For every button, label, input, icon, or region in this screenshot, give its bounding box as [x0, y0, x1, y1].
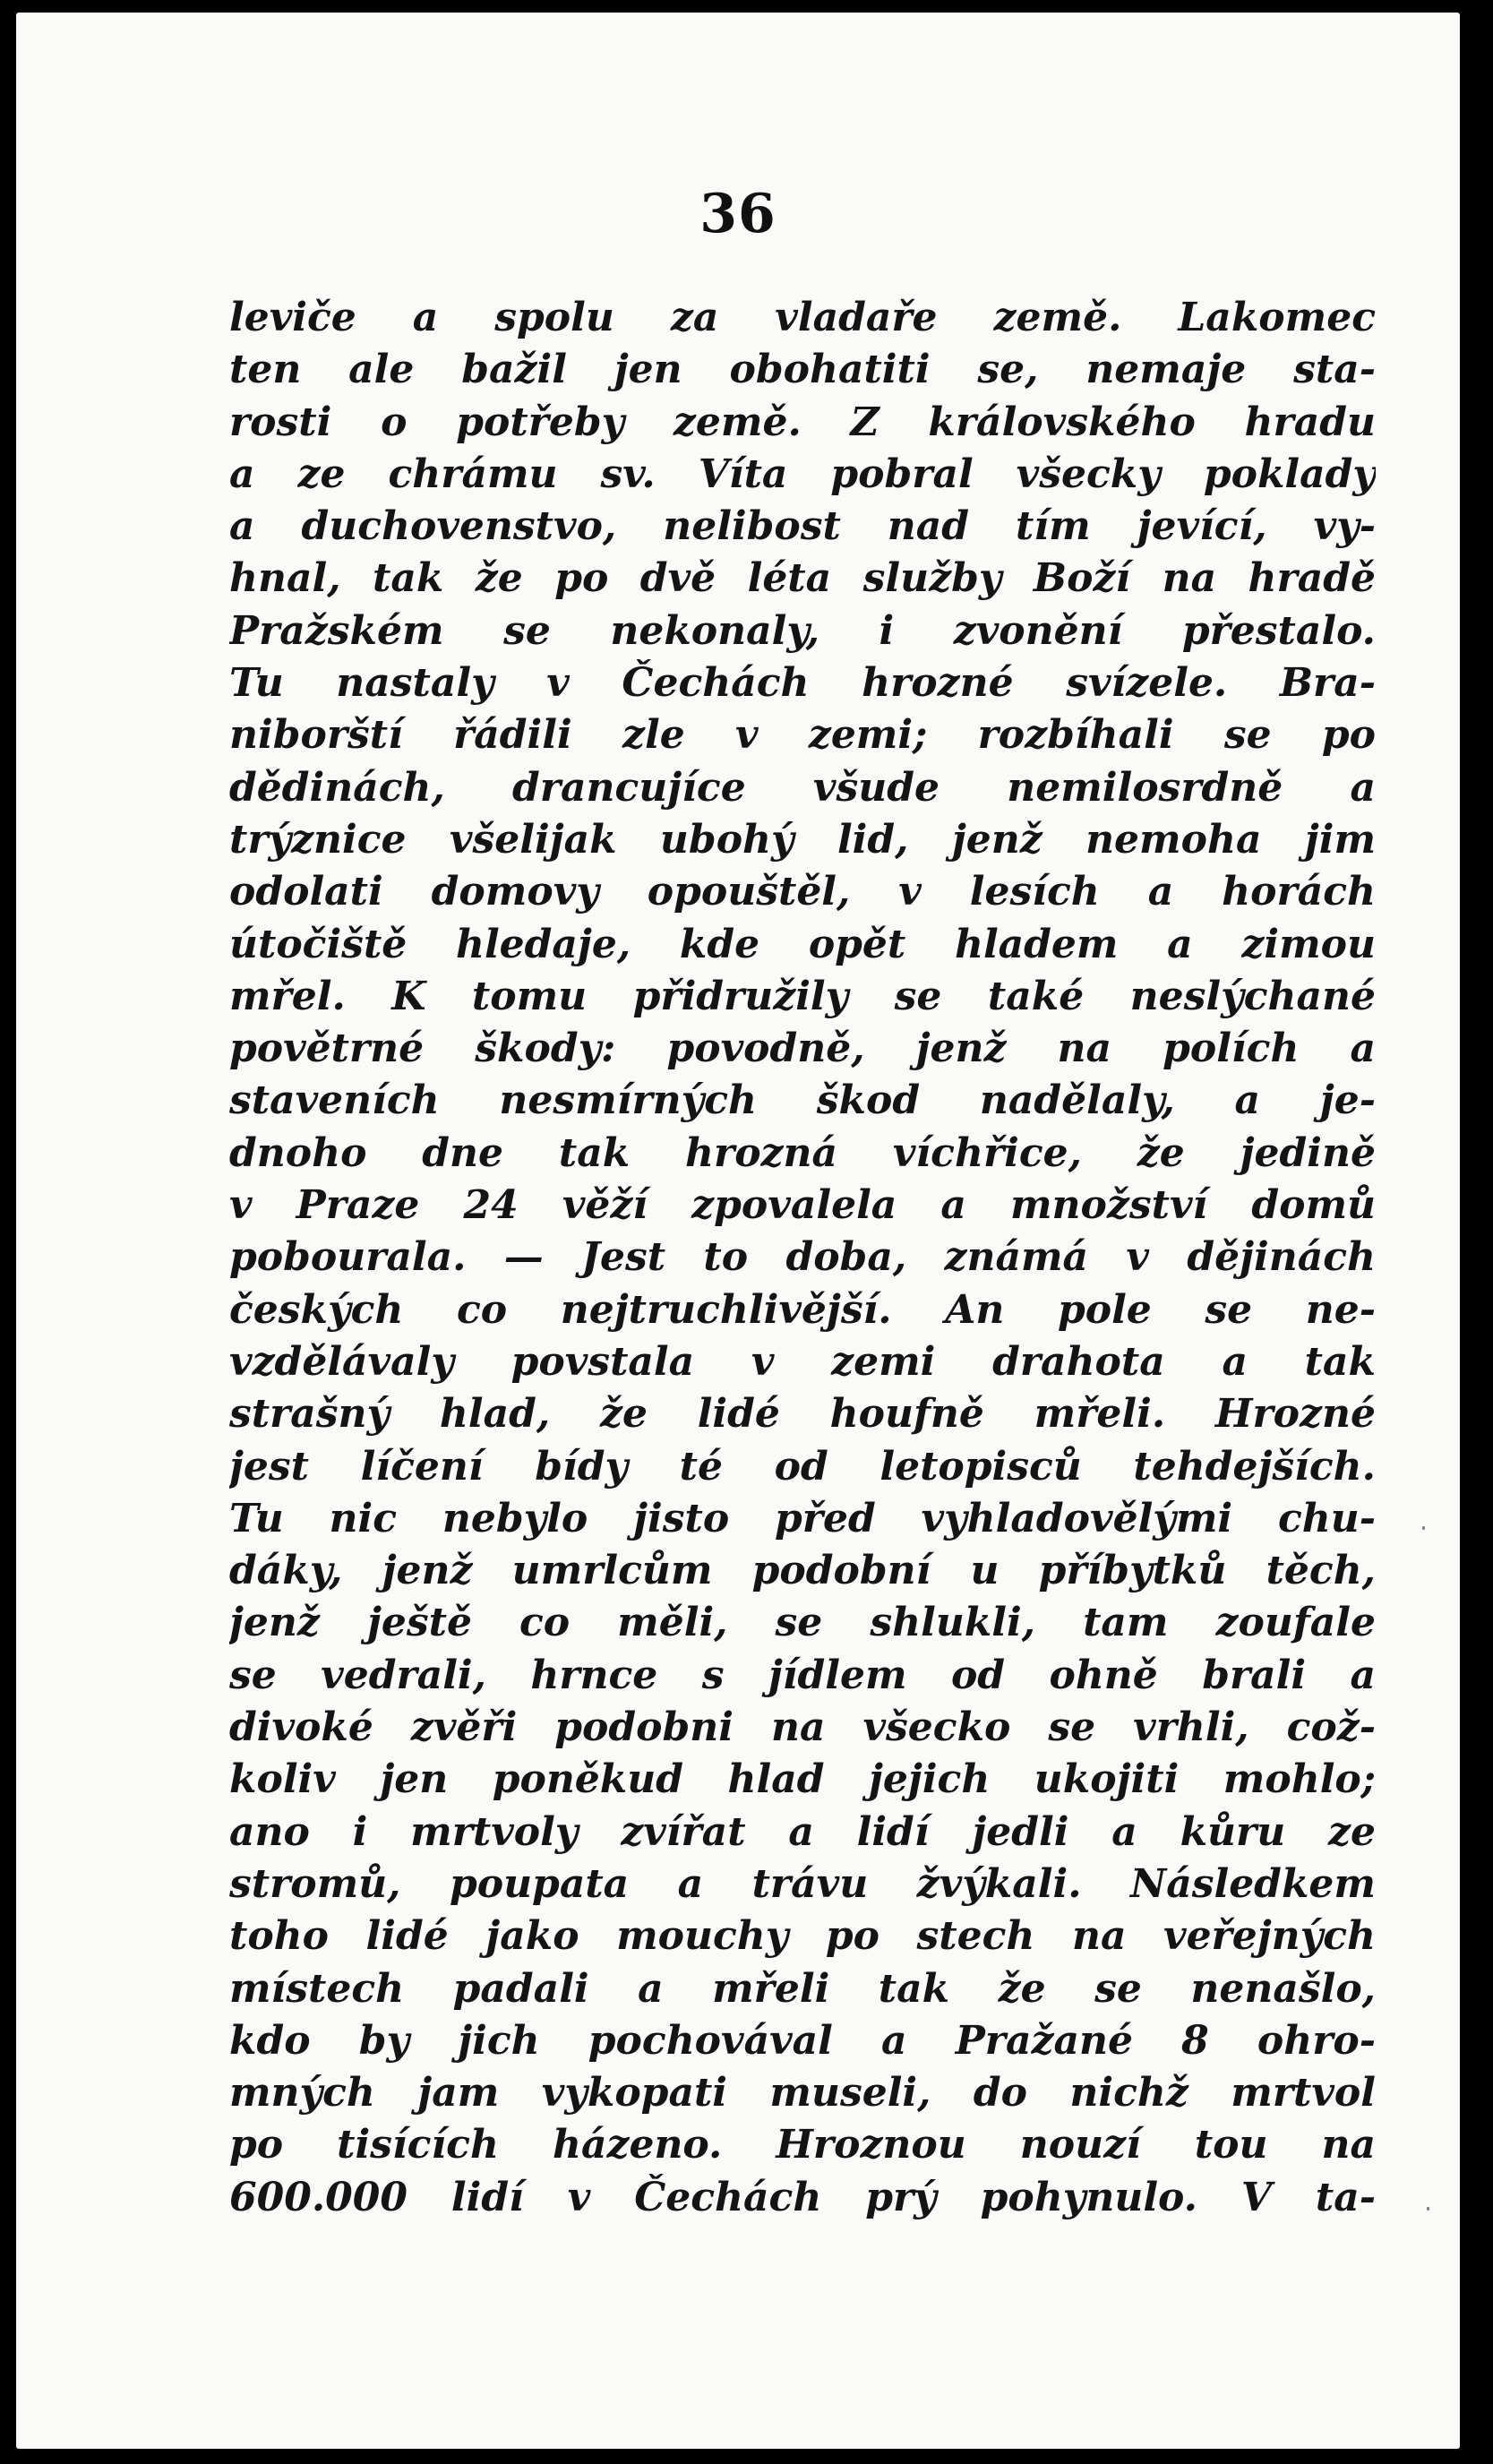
text-line: divoké zvěři podobni na všecko se vrhli, což-	[229, 1704, 1376, 1751]
page-number: 36	[699, 183, 777, 245]
text-line: rosti o potřeby země. Z královského hradu	[229, 399, 1376, 445]
text-line: se vedrali, hrnce s jídlem od ohně brali a	[229, 1652, 1376, 1698]
text-line: mřel. K tomu přidružily se také neslýchané	[229, 973, 1376, 1019]
text-line: leviče a spolu za vladaře země. Lakomec	[229, 295, 1376, 340]
text-line: v Praze 24 věží zpovalela a množství domů	[229, 1182, 1376, 1229]
text-line: 600.000 lidí v Čechách prý pohynulo. V ta-	[229, 2174, 1376, 2220]
text-line: dnoho dne tak hrozná víchřice, že jedině	[229, 1129, 1376, 1176]
text-line: toho lidé jako mouchy po stech na veřejných	[229, 1913, 1376, 1960]
text-line: Tu nastaly v Čechách hrozné svízele. Bra-	[229, 660, 1376, 707]
text-line: jenž ještě co měli, se shlukli, tam zoufale	[229, 1600, 1376, 1646]
text-line: staveních nesmírných škod nadělaly, a je-	[229, 1077, 1376, 1124]
text-line: po tisících házeno. Hroznou nouzí tou na	[229, 2122, 1376, 2168]
text-line: Tu nic nebylo jisto před vyhladovělými chu-	[229, 1495, 1376, 1541]
text-line: místech padali a mřeli tak že se nenašlo,	[229, 1965, 1376, 2012]
text-line: Pražském se nekonaly, i zvonění přestalo.	[229, 607, 1376, 654]
text-line: a duchovenstvo, nelibost nad tím jevící, vy-	[229, 503, 1376, 550]
body-text	[229, 292, 1376, 2224]
text-line: útočiště hledaje, kde opět hladem a zimou	[229, 921, 1376, 967]
text-line: trýznice všelijak ubohý lid, jenž nemoha jim	[229, 816, 1376, 863]
text-line: odolati domovy opouštěl, v lesích a horách	[229, 869, 1376, 915]
text-line: strašný hlad, že lidé houfně mřeli. Hrozné	[229, 1391, 1376, 1438]
text-line: ano i mrtvoly zvířat a lidí jedli a kůru ze	[229, 1808, 1376, 1855]
text-line: pobourala. — Jest to doba, známá v dějinách	[229, 1234, 1376, 1281]
text-line: mných jam vykopati museli, do nichž mrtvol	[229, 2070, 1376, 2116]
text-line: ten ale bažil jen obohatiti se, nemaje sta-	[229, 347, 1376, 393]
text-line: dáky, jenž umrlcům podobní u příbytků těch,	[229, 1548, 1376, 1594]
text-line: a ze chrámu sv. Víta pobral všecky poklady	[229, 451, 1376, 497]
text-line: stromů, poupata a trávu žvýkali. Následkem	[229, 1860, 1376, 1907]
text-line: koliv jen poněkud hlad jejich ukojiti mohlo;	[229, 1756, 1376, 1803]
text-line: niborští řádili zle v zemi; rozbíhali se po	[229, 712, 1376, 759]
text-line: hnal, tak že po dvě léta služby Boží na hradě	[229, 555, 1376, 602]
paper-speck	[1422, 1526, 1425, 1530]
text-line: kdo by jich pochovával a Pražané 8 ohro-	[229, 2017, 1376, 2064]
text-line: jest líčení bídy té od letopisců tehdejších.	[229, 1443, 1376, 1490]
text-line: dědinách, drancujíce všude nemilosrdně a	[229, 764, 1376, 811]
text-line: vzdělávaly povstala v zemi drahota a tak	[229, 1338, 1376, 1385]
text-line: českých co nejtruchlivější. An pole se ne-	[229, 1286, 1376, 1333]
text-line: povětrné škody: povodně, jenž na polích a	[229, 1026, 1376, 1072]
book-page	[16, 13, 1460, 2449]
paper-speck	[1427, 2207, 1429, 2211]
scan-edge	[1467, 0, 1493, 2464]
